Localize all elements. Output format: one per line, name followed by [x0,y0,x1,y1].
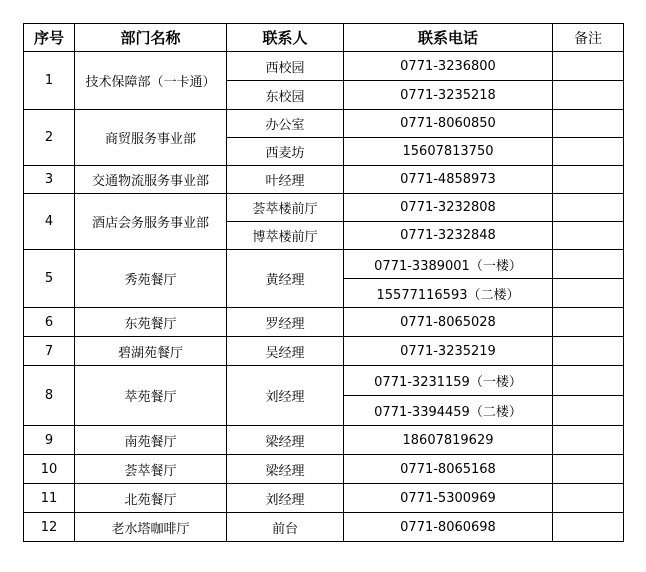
seq-cell: 10 [24,455,75,484]
contact-cell: 梁经理 [227,455,344,484]
seq-cell: 6 [24,308,75,337]
note-cell [553,279,624,308]
phone-cell: 15607813750 [344,138,553,166]
contact-cell: 东校园 [227,81,344,110]
seq-cell: 5 [24,250,75,308]
dept-cell: 北苑餐厅 [75,484,227,513]
note-cell [553,455,624,484]
note-cell [553,194,624,222]
seq-cell: 9 [24,426,75,455]
table-row [24,250,624,279]
table-row [24,166,624,194]
phone-cell: 0771-3235219 [344,337,553,366]
header-seq: 序号 [24,24,75,52]
note-cell [553,426,624,455]
table-row [24,455,624,484]
table-row [24,194,624,222]
header-note: 备注 [553,24,624,52]
seq-cell: 4 [24,194,75,250]
phone-cell: 0771-8065028 [344,308,553,337]
phone-cell: 0771-3231159（一楼） [344,366,553,396]
phone-cell: 0771-3232848 [344,222,553,250]
table-row [24,426,624,455]
phone-cell: 0771-8060698 [344,513,553,542]
phone-cell: 15577116593（二楼） [344,279,553,308]
phone-cell: 0771-3394459（二楼） [344,396,553,426]
seq-cell: 12 [24,513,75,542]
note-cell [553,513,624,542]
phone-cell: 0771-3232808 [344,194,553,222]
dept-cell: 荟萃餐厅 [75,455,227,484]
dept-cell: 碧湖苑餐厅 [75,337,227,366]
seq-cell: 3 [24,166,75,194]
note-cell [553,52,624,81]
contact-table [23,23,624,542]
table-row [24,484,624,513]
contact-cell: 荟萃楼前厅 [227,194,344,222]
note-cell [553,138,624,166]
table-row [24,308,624,337]
contact-cell: 刘经理 [227,366,344,426]
dept-cell: 老水塔咖啡厅 [75,513,227,542]
note-cell [553,484,624,513]
contact-cell: 博萃楼前厅 [227,222,344,250]
table-row [24,513,624,542]
seq-cell: 8 [24,366,75,426]
dept-cell: 交通物流服务事业部 [75,166,227,194]
seq-cell: 2 [24,110,75,166]
note-cell [553,366,624,396]
header-contact: 联系人 [227,24,344,52]
table-row [24,366,624,396]
phone-cell: 0771-3389001（一楼） [344,250,553,279]
contact-cell: 罗经理 [227,308,344,337]
dept-cell: 秀苑餐厅 [75,250,227,308]
seq-cell: 1 [24,52,75,110]
contact-cell: 黄经理 [227,250,344,308]
contact-cell: 刘经理 [227,484,344,513]
dept-cell: 商贸服务事业部 [75,110,227,166]
dept-cell: 南苑餐厅 [75,426,227,455]
note-cell [553,396,624,426]
note-cell [553,250,624,279]
note-cell [553,337,624,366]
note-cell [553,166,624,194]
contact-cell: 吴经理 [227,337,344,366]
phone-cell: 18607819629 [344,426,553,455]
note-cell [553,110,624,138]
phone-cell: 0771-4858973 [344,166,553,194]
table-row [24,110,624,138]
contact-cell: 西麦坊 [227,138,344,166]
header-dept: 部门名称 [75,24,227,52]
seq-cell: 7 [24,337,75,366]
contact-cell: 办公室 [227,110,344,138]
seq-cell: 11 [24,484,75,513]
dept-cell: 东苑餐厅 [75,308,227,337]
phone-cell: 0771-3236800 [344,52,553,81]
contact-cell: 叶经理 [227,166,344,194]
dept-cell: 酒店会务服务事业部 [75,194,227,250]
header-phone: 联系电话 [344,24,553,52]
phone-cell: 0771-3235218 [344,81,553,110]
dept-cell: 萃苑餐厅 [75,366,227,426]
phone-cell: 0771-5300969 [344,484,553,513]
contact-cell: 梁经理 [227,426,344,455]
contact-cell: 前台 [227,513,344,542]
phone-cell: 0771-8065168 [344,455,553,484]
note-cell [553,222,624,250]
note-cell [553,308,624,337]
dept-cell: 技术保障部（一卡通） [75,52,227,110]
table-row [24,337,624,366]
note-cell [553,81,624,110]
contact-cell: 西校园 [227,52,344,81]
header-row [24,24,624,52]
phone-cell: 0771-8060850 [344,110,553,138]
table-row [24,52,624,81]
